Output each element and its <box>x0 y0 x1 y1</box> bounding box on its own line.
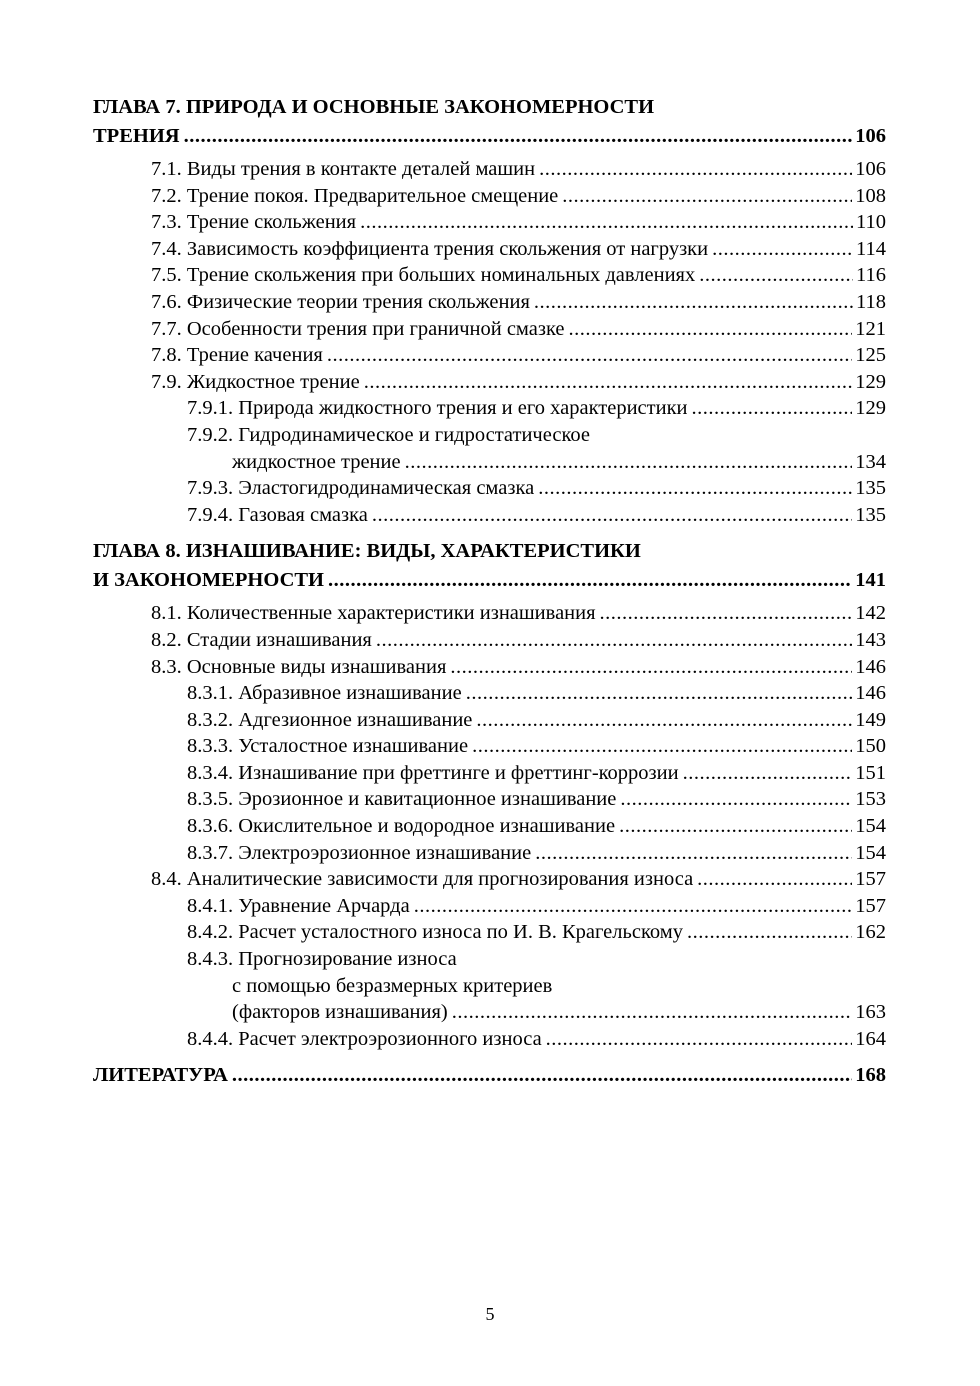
page-ref: 143 <box>855 628 886 651</box>
chapter-title-entry <box>93 566 886 595</box>
page-ref: 134 <box>855 450 886 473</box>
toc-entry[interactable] <box>93 919 886 946</box>
entry-title: 7.9. Жидкостное трение <box>151 370 360 393</box>
page-ref: 129 <box>855 397 886 420</box>
toc-entry[interactable] <box>93 893 886 920</box>
dot-leader <box>620 786 852 813</box>
page-ref: 162 <box>855 921 886 944</box>
toc-entry-title-line[interactable]: с помощью безразмерных критериев <box>232 974 553 997</box>
page-ref: 149 <box>855 708 886 731</box>
entry-title: 8.3. Основные виды изнашивания <box>151 655 447 678</box>
toc-entry[interactable] <box>93 786 886 813</box>
toc-entry[interactable] <box>93 840 886 867</box>
entry-title: 7.4. Зависимость коэффициента трения скольжения от нагрузки <box>151 237 709 260</box>
toc-entry[interactable] <box>93 395 886 422</box>
dot-leader <box>600 600 853 627</box>
dot-leader <box>562 183 852 210</box>
dot-leader <box>372 502 852 529</box>
dot-leader <box>232 1061 852 1090</box>
chapter-7-heading[interactable] <box>93 93 886 151</box>
dot-leader <box>699 262 853 289</box>
entry-title: 8.3.1. Абразивное изнашивание <box>187 682 462 705</box>
page-ref: 154 <box>855 815 886 838</box>
entry-title: (факторов изнашивания) <box>232 1001 448 1024</box>
chapter-title-entry <box>93 122 886 151</box>
entry-title: 7.7. Особенности трения при граничной смазке <box>151 317 565 340</box>
toc-entry[interactable] <box>93 733 886 760</box>
entry-title: 7.9.1. Природа жидкостного трения и его характеристики <box>187 397 688 420</box>
dot-leader <box>539 156 852 183</box>
entry-title: 8.4. Аналитические зависимости для прогнозирования износа <box>151 868 694 891</box>
dot-leader <box>697 866 852 893</box>
dot-leader <box>450 654 852 681</box>
toc-entry[interactable] <box>93 627 886 654</box>
entry-title: 8.4.4. Расчет электроэрозионного износа <box>187 1027 542 1050</box>
entry-title: 8.3.3. Усталостное изнашивание <box>187 735 469 758</box>
dot-leader <box>327 342 852 369</box>
page-ref: 142 <box>855 602 886 625</box>
toc-entry[interactable] <box>93 502 886 529</box>
entry-title: 7.1. Виды трения в контакте деталей машин <box>151 158 536 180</box>
page-ref: 164 <box>855 1027 886 1050</box>
toc-entry-title-line[interactable]: 8.4.3. Прогнозирование износа <box>187 948 457 971</box>
page-ref: 118 <box>856 290 886 313</box>
entry-title: 7.2. Трение покоя. Предварительное смещение <box>151 184 559 207</box>
literature-heading[interactable] <box>93 1061 886 1090</box>
toc-entry[interactable] <box>93 262 886 289</box>
page-ref: 106 <box>855 125 886 147</box>
toc-entry[interactable] <box>93 866 886 893</box>
dot-leader <box>184 122 853 151</box>
page-ref: 129 <box>855 370 886 393</box>
dot-leader <box>687 919 852 946</box>
dot-leader <box>414 893 853 920</box>
entry-title: 8.2. Стадии изнашивания <box>151 628 372 651</box>
dot-leader <box>405 449 853 476</box>
toc-entry[interactable] <box>93 999 886 1026</box>
page-ref: 116 <box>856 264 886 287</box>
chapter-title-line: ЛИТЕРАТУРА <box>93 1064 228 1087</box>
page-ref: 135 <box>855 503 886 526</box>
page-ref: 153 <box>855 788 886 811</box>
toc-entry[interactable] <box>93 813 886 840</box>
entry-title: 7.9.3. Эластогидродинамическая смазка <box>187 477 535 500</box>
page-ref: 141 <box>855 569 886 592</box>
toc-entry[interactable] <box>93 707 886 734</box>
page-ref: 150 <box>855 735 886 758</box>
entry-title: 8.3.5. Эрозионное и кавитационное изнашивание <box>187 788 617 811</box>
page-ref: 125 <box>855 344 886 367</box>
dot-leader <box>534 289 853 316</box>
chapter-title-entry <box>93 1061 886 1090</box>
chapter-title-line: ГЛАВА 8. ИЗНАШИВАНИЕ: ВИДЫ, ХАРАКТЕРИСТИКИ <box>93 540 641 563</box>
dot-leader <box>546 1026 853 1053</box>
dot-leader <box>476 707 852 734</box>
toc-entry[interactable] <box>93 1026 886 1053</box>
entry-title: 8.3.4. Изнашивание при фреттинге и фреттинг-коррозии <box>187 761 679 784</box>
toc-entry[interactable] <box>93 316 886 343</box>
page-ref: 154 <box>855 841 886 864</box>
dot-leader <box>712 236 853 263</box>
toc-entry[interactable] <box>93 183 886 210</box>
page-ref: 114 <box>856 237 886 260</box>
toc-entry[interactable] <box>93 760 886 787</box>
page-ref: 135 <box>855 477 886 500</box>
page-ref: 106 <box>855 158 886 180</box>
entry-title: 8.4.1. Уравнение Арчарда <box>187 894 410 917</box>
dot-leader <box>619 813 852 840</box>
chapter-title-line: ГЛАВА 7. ПРИРОДА И ОСНОВНЫЕ ЗАКОНОМЕРНОСТИ <box>93 96 655 118</box>
entry-title: 8.3.7. Электроэрозионное изнашивание <box>187 841 532 864</box>
dot-leader <box>452 999 853 1026</box>
entry-title: жидкостное трение <box>232 450 401 473</box>
chapter-8-heading[interactable] <box>93 537 886 595</box>
dot-leader <box>692 395 853 422</box>
entry-title: 7.8. Трение качения <box>151 344 323 367</box>
entry-title: 8.3.6. Окислительное и водородное изнашивание <box>187 815 616 838</box>
page-ref: 108 <box>855 184 886 207</box>
page-ref: 168 <box>855 1064 886 1087</box>
toc-entry[interactable] <box>93 236 886 263</box>
page-number: 5 <box>485 1304 495 1324</box>
toc-entry[interactable] <box>93 369 886 396</box>
dot-leader <box>466 680 853 707</box>
dot-leader <box>376 627 852 654</box>
toc-entry[interactable] <box>93 600 886 627</box>
toc-entry[interactable] <box>93 156 886 183</box>
toc-entry[interactable] <box>93 475 886 502</box>
toc-entry[interactable] <box>93 342 886 369</box>
toc-entry[interactable] <box>93 209 886 236</box>
entry-title: 7.9.4. Газовая смазка <box>187 503 368 526</box>
page-ref: 157 <box>855 894 886 917</box>
page-ref: 121 <box>855 317 886 340</box>
entry-title: 7.6. Физические теории трения скольжения <box>151 290 530 313</box>
entry-title: 7.5. Трение скольжения при больших номинальных давлениях <box>151 264 696 287</box>
chapter-title-line: И ЗАКОНОМЕРНОСТИ <box>93 569 324 592</box>
dot-leader <box>535 840 852 867</box>
toc-entry-title-line[interactable]: 7.9.2. Гидродинамическое и гидростатическое <box>187 423 590 446</box>
dot-leader <box>360 209 853 236</box>
page-ref: 163 <box>855 1001 886 1024</box>
entry-title: 8.1. Количественные характеристики изнашивания <box>151 602 596 625</box>
toc-entry[interactable] <box>93 680 886 707</box>
dot-leader <box>472 733 852 760</box>
toc-entry[interactable] <box>93 289 886 316</box>
page-ref: 110 <box>856 211 886 234</box>
dot-leader <box>364 369 853 396</box>
page-ref: 146 <box>855 682 886 705</box>
entry-title: 8.3.2. Адгезионное изнашивание <box>187 708 473 731</box>
dot-leader <box>328 566 852 595</box>
page-ref: 146 <box>855 655 886 678</box>
chapter-title-line: ТРЕНИЯ <box>93 125 180 147</box>
table-of-contents <box>93 93 886 1095</box>
toc-entry[interactable] <box>93 654 886 681</box>
dot-leader <box>569 316 853 343</box>
entry-title: 8.4.2. Расчет усталостного износа по И. В. Крагельскому <box>187 921 683 944</box>
page-ref: 157 <box>855 868 886 891</box>
dot-leader <box>683 760 853 787</box>
entry-title: 7.3. Трение скольжения <box>151 211 357 234</box>
dot-leader <box>538 475 852 502</box>
toc-entry[interactable] <box>93 449 886 476</box>
page-ref: 151 <box>855 761 886 784</box>
